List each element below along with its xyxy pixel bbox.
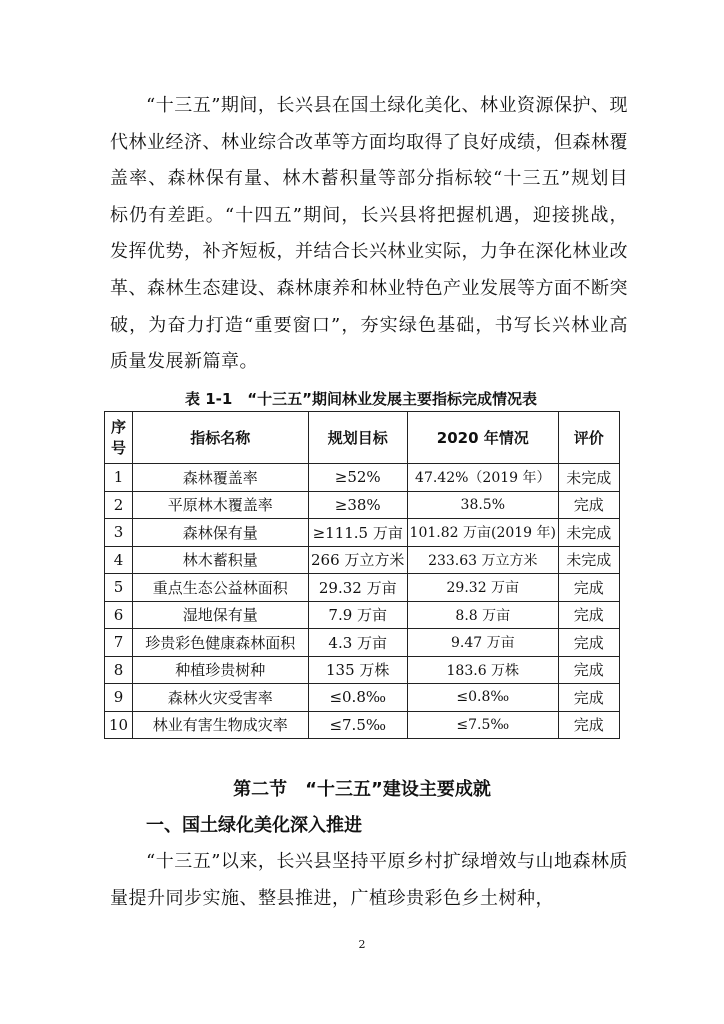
cell-indicator-name: 森林覆盖率	[133, 464, 308, 492]
cell-evaluation: 完成	[558, 491, 619, 519]
header-2020-status: 2020 年情况	[407, 412, 558, 464]
cell-2020-status: 101.82 万亩(2019 年)	[407, 519, 558, 547]
cell-indicator-name: 林木蓄积量	[133, 546, 308, 574]
cell-2020-status: 47.42%（2019 年）	[407, 464, 558, 492]
cell-indicator-name: 种植珍贵树种	[133, 656, 308, 684]
cell-evaluation: 完成	[558, 601, 619, 629]
cell-evaluation: 未完成	[558, 464, 619, 492]
cell-indicator-name: 湿地保有量	[133, 601, 308, 629]
cell-evaluation: 未完成	[558, 519, 619, 547]
table-header-row	[105, 412, 620, 464]
cell-target: 4.3 万亩	[308, 629, 407, 657]
indicator-table	[104, 411, 620, 739]
cell-target: ≥111.5 万亩	[308, 519, 407, 547]
cell-evaluation: 未完成	[558, 546, 619, 574]
cell-2020-status: 233.63 万立方米	[407, 546, 558, 574]
cell-evaluation: 完成	[558, 711, 619, 739]
cell-target: 135 万株	[308, 656, 407, 684]
cell-target: 266 万立方米	[308, 546, 407, 574]
table-row	[105, 491, 620, 519]
cell-indicator-name: 平原林木覆盖率	[133, 491, 308, 519]
cell-index: 1	[105, 464, 133, 492]
cell-2020-status: 29.32 万亩	[407, 574, 558, 602]
cell-index: 6	[105, 601, 133, 629]
cell-index: 2	[105, 491, 133, 519]
cell-index: 10	[105, 711, 133, 739]
table-row	[105, 684, 620, 712]
table-row	[105, 464, 620, 492]
header-index: 序 号	[105, 412, 133, 464]
cell-target: ≤7.5‰	[308, 711, 407, 739]
cell-2020-status: 8.8 万亩	[407, 601, 558, 629]
cell-index: 9	[105, 684, 133, 712]
cell-index: 7	[105, 629, 133, 657]
cell-2020-status: 9.47 万亩	[407, 629, 558, 657]
cell-2020-status: 183.6 万株	[407, 656, 558, 684]
cell-index: 8	[105, 656, 133, 684]
cell-evaluation: 完成	[558, 684, 619, 712]
cell-index: 5	[105, 574, 133, 602]
cell-evaluation: 完成	[558, 629, 619, 657]
cell-target: 29.32 万亩	[308, 574, 407, 602]
table-row	[105, 656, 620, 684]
subsection-heading: 一、国土绿化美化深入推进	[146, 815, 362, 836]
table-row	[105, 574, 620, 602]
header-target: 规划目标	[308, 412, 407, 464]
cell-indicator-name: 林业有害生物成灾率	[133, 711, 308, 739]
table-row	[105, 519, 620, 547]
cell-2020-status: 38.5%	[407, 491, 558, 519]
cell-index: 4	[105, 546, 133, 574]
cell-target: ≤0.8‰	[308, 684, 407, 712]
body-paragraph: “十三五”以来，长兴县坚持平原乡村扩绿增效与山地森林质量提升同步实施、整县推进，广植珍贵彩色乡土树种，	[110, 851, 628, 909]
header-indicator-name: 指标名称	[133, 412, 308, 464]
table-row	[105, 601, 620, 629]
table-caption: 表 1-1 “十三五”期间林业发展主要指标完成情况表	[184, 390, 538, 408]
cell-indicator-name: 重点生态公益林面积	[133, 574, 308, 602]
cell-2020-status: ≤7.5‰	[407, 711, 558, 739]
section-title: 第二节 “十三五”建设主要成就	[233, 779, 491, 800]
cell-evaluation: 完成	[558, 656, 619, 684]
table-row	[105, 711, 620, 739]
cell-index: 3	[105, 519, 133, 547]
page-number: 2	[358, 938, 366, 951]
cell-indicator-name: 森林保有量	[133, 519, 308, 547]
cell-target: ≥38%	[308, 491, 407, 519]
intro-paragraph: “十三五”期间，长兴县在国土绿化美化、林业资源保护、现代林业经济、林业综合改革等方面均取得了良好成绩，但森林覆盖率、森林保有量、林木蓄积量等部分指标较“十三五”规划目标仍有差距。“十四五”期间，长兴县将把握机遇，迎接挑战，发挥优势，补齐短板，并结合长兴林业实际，力争在深化林业改革、森林生态建设、森林康养和林业特色产业发展等方面不断突破，为奋力打造“重要窗口”，夯实绿色基础，书写长兴林业高质量发展新篇章。	[110, 95, 628, 373]
header-evaluation: 评价	[558, 412, 619, 464]
cell-target: ≥52%	[308, 464, 407, 492]
cell-2020-status: ≤0.8‰	[407, 684, 558, 712]
cell-indicator-name: 珍贵彩色健康森林面积	[133, 629, 308, 657]
table-row	[105, 629, 620, 657]
cell-target: 7.9 万亩	[308, 601, 407, 629]
table-row	[105, 546, 620, 574]
cell-evaluation: 完成	[558, 574, 619, 602]
cell-indicator-name: 森林火灾受害率	[133, 684, 308, 712]
